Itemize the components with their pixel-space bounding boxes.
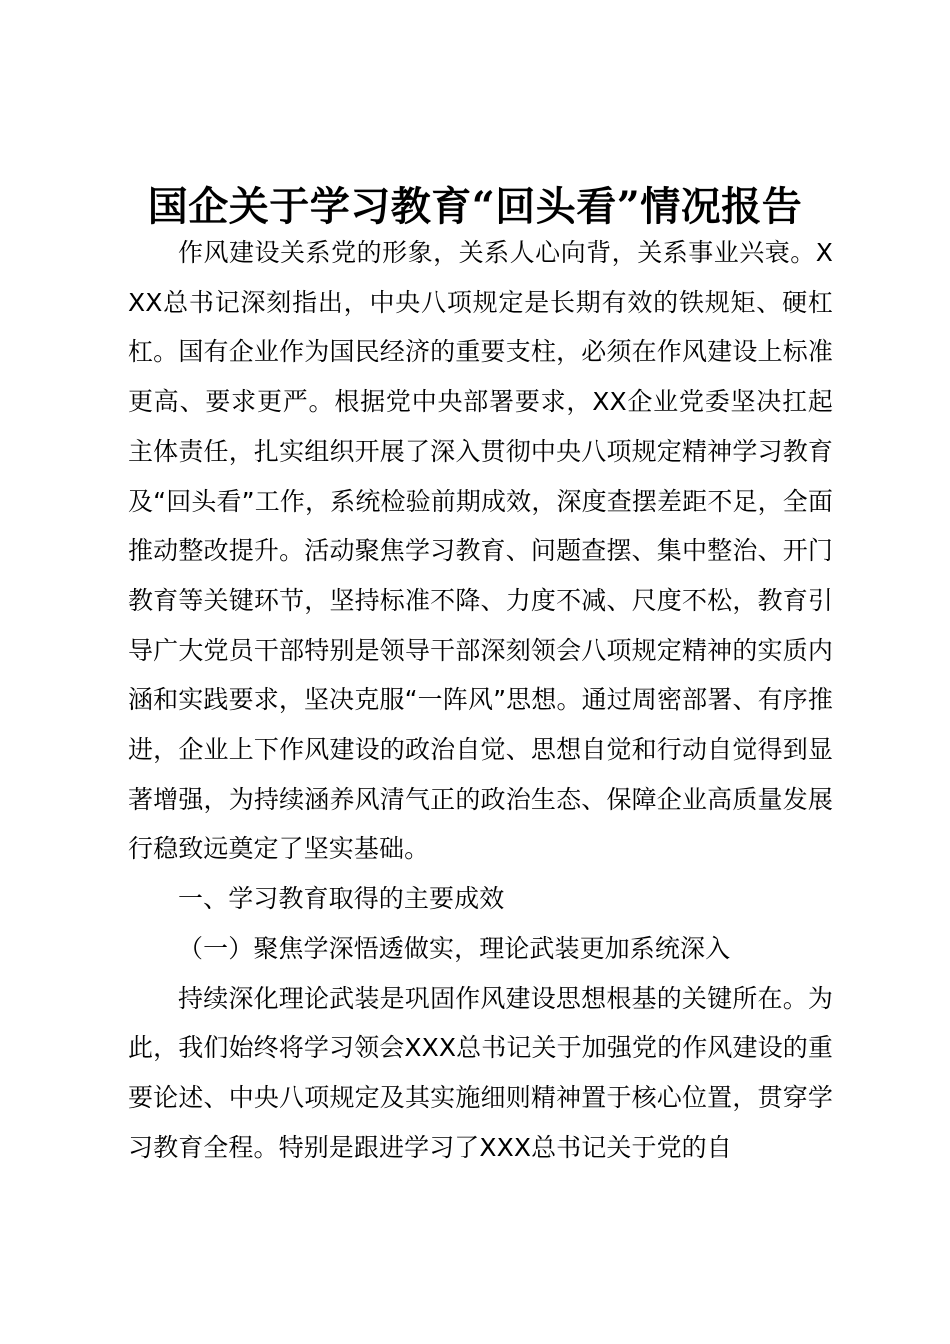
section-heading: 一、学习教育取得的主要成效 [178, 884, 505, 914]
body-paragraph: 持续深化理论武装是巩固作风建设思想根基的关键所在。为此，我们始终将学习领会XXX总书记关于加强党的作风建设的重要论述、中央八项规定及其实施细则精神置于核心位置，贯穿学习教育全程。特别是跟进学习了XXX总书记关于党的自 [128, 983, 833, 1162]
document-body [128, 228, 833, 1172]
intro-paragraph: 作风建设关系党的形象，关系人心向背，关系事业兴衰。XXX总书记深刻指出，中央八项规定是长期有效的铁规矩、硬杠杠。国有企业作为国民经济的重要支柱，必须在作风建设上标准更高、要求更严。根据党中央部署要求，XX企业党委坚决扛起主体责任，扎实组织开展了深入贯彻中央八项规定精神学习教育及“回头看”工作，系统检验前期成效，深度查摆差距不足，全面推动整改提升。活动聚焦学习教育、问题查摆、集中整治、开门教育等关键环节，坚持标准不降、力度不减、尺度不松，教育引导广大党员干部特别是领导干部深刻领会八项规定精神的实质内涵和实践要求，坚决克服“一阵风”思想。通过周密部署、有序推进，企业上下作风建设的政治自觉、思想自觉和行动自觉得到显著增强，为持续涵养风清气正的政治生态、保障企业高质量发展行稳致远奠定了坚实基础。 [128, 238, 833, 864]
document-title: 国企关于学习教育“回头看”情况报告 [147, 183, 803, 230]
subsection-heading: （一）聚焦学深悟透做实，理论武装更加系统深入 [178, 933, 731, 963]
